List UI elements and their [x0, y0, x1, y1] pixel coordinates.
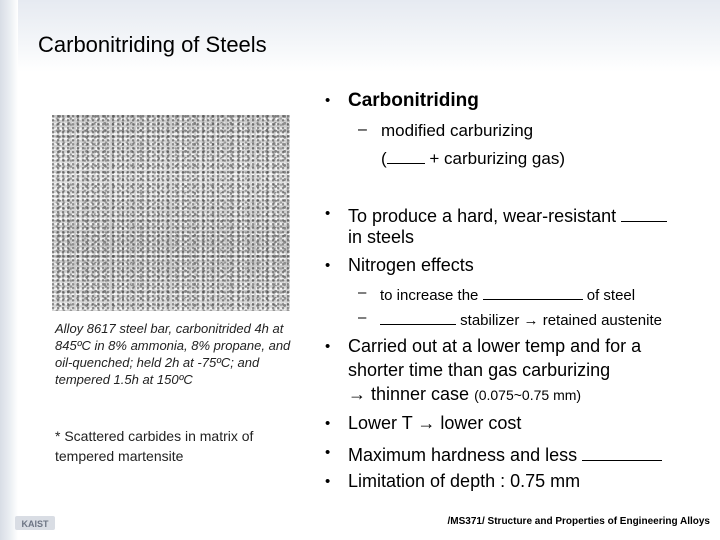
lower-cost: lower cost: [435, 413, 522, 433]
sub-stab-c: retained austenite: [538, 312, 662, 329]
sub-gas-rest: + carburizing gas): [424, 149, 565, 168]
bullet-marker: •: [325, 415, 331, 432]
bullet-marker: •: [325, 473, 331, 490]
arrow-icon: →: [417, 413, 436, 433]
bullet-marker: •: [325, 444, 331, 461]
bullet-purpose: [348, 203, 667, 227]
logo-text: KAIST: [21, 519, 49, 529]
arrow-icon: →: [523, 312, 539, 329]
bullet-nitrogen-effects: Nitrogen effects: [348, 255, 474, 275]
bullet-lower-cost: [348, 413, 521, 434]
slide-footer: /MS371/ Structure and Properties of Engineering Alloys: [447, 516, 710, 527]
purpose-text: To produce a hard, wear-resistant: [348, 206, 622, 226]
micrograph-image: [52, 115, 290, 311]
bullet-max-hardness: [348, 442, 662, 466]
dash-marker: –: [358, 121, 367, 138]
kaist-logo: [15, 515, 55, 531]
bullet-lower-temp: Carried out at a lower temp and for a: [348, 336, 642, 356]
bullet-marker: •: [325, 205, 331, 222]
arrow-icon: →: [348, 384, 366, 404]
lower-t: Lower T: [348, 413, 418, 433]
purpose-line2: in steels: [348, 227, 415, 247]
bullet-depth-limit: Limitation of depth : 0.75 mm: [348, 471, 581, 491]
figure-caption: Alloy 8617 steel bar, carbonitrided 4h at 845ºC in 8% ammonia, 8% propane, and oil-quenched; held 2h at -75ºC; and tempered 1.5h at 150ºC: [55, 321, 291, 387]
sub-stabilizer: [380, 309, 662, 329]
bullet-marker: •: [325, 338, 331, 355]
sub-hard-a: to increase the: [380, 287, 483, 304]
thinner-case: thinner case: [366, 384, 475, 404]
blank-hardenability: [483, 284, 583, 300]
dash-marker: –: [358, 309, 367, 326]
blank-distortion: [582, 442, 662, 461]
bullet-marker: •: [325, 257, 331, 274]
blank-gas: [387, 146, 425, 164]
bullet-marker: •: [325, 92, 331, 109]
sub-hardenability: [380, 284, 635, 304]
sub-gas-line: [381, 146, 565, 169]
blank-wear: [621, 203, 667, 222]
sub-stab-b: stabilizer: [456, 312, 524, 329]
bullet-carbonitriding: Carbonitriding: [348, 90, 479, 111]
blank-stabilizer: [380, 309, 456, 325]
slide-title: Carbonitriding of Steels: [38, 32, 267, 57]
sub-hard-b: of steel: [582, 287, 636, 304]
left-band: [0, 0, 18, 540]
sub-modified-carburizing: modified carburizing: [381, 121, 534, 140]
case-depth: (0.075~0.75 mm): [474, 387, 582, 403]
dash-marker: –: [358, 284, 367, 301]
sub-gas-open: (: [381, 149, 387, 168]
lower-temp-line2: shorter time than gas carburizing: [348, 360, 611, 380]
figure-note: * Scattered carbides in matrix of tempered martensite: [55, 428, 254, 464]
max-hardness-text: Maximum hardness and less: [348, 445, 583, 465]
lower-temp-line3: [348, 384, 581, 405]
